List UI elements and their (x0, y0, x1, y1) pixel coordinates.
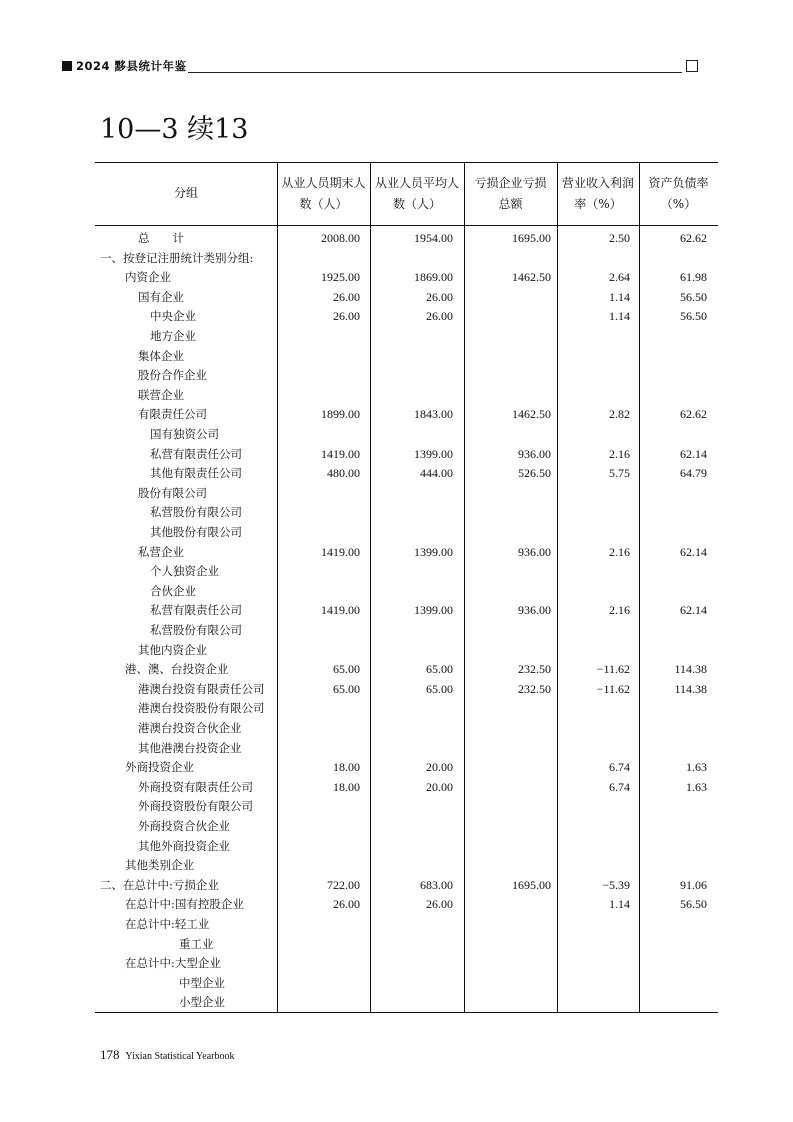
row-label: 港澳台投资有限责任公司 (138, 681, 265, 696)
cell-value: 936.00 (518, 446, 551, 461)
table-row (95, 464, 718, 484)
table-row (95, 778, 718, 798)
header-box-icon (686, 60, 698, 72)
cell-value: 2.82 (609, 407, 630, 422)
row-label: 私营企业 (138, 544, 184, 559)
table-row (95, 641, 718, 661)
cell-value: 1419.00 (321, 544, 360, 559)
table-row (95, 503, 718, 523)
cell-value: 1843.00 (414, 407, 453, 422)
header-debt-ratio: 资产负债率（%） (648, 175, 709, 211)
row-label: 有限责任公司 (138, 407, 207, 422)
cell-value: 114.38 (674, 662, 707, 677)
cell-value: 480.00 (327, 466, 360, 481)
cell-value: 18.00 (333, 760, 360, 775)
row-label: 一、按登记注册统计类别分组: (100, 250, 254, 265)
table-title: 10—3 续13 (100, 114, 249, 145)
cell-value: 56.50 (680, 309, 707, 324)
footer-subtitle: Yixian Statistical Yearbook (125, 1051, 235, 1062)
cell-value: 232.50 (518, 681, 551, 696)
table-row (95, 523, 718, 543)
table-row (95, 739, 718, 759)
row-label: 国有企业 (138, 289, 184, 304)
cell-value: 1954.00 (414, 231, 453, 245)
cell-value: 56.50 (680, 289, 707, 304)
cell-value: 26.00 (426, 289, 453, 304)
cell-value: 722.00 (327, 877, 360, 892)
cell-value: 683.00 (420, 877, 453, 892)
row-label: 合伙企业 (150, 583, 196, 598)
row-label: 总 计 (138, 231, 184, 245)
table-row (95, 876, 718, 896)
cell-value: 1899.00 (321, 407, 360, 422)
cell-value: 936.00 (518, 603, 551, 618)
table-row (95, 856, 718, 876)
cell-value: 1462.50 (512, 270, 551, 285)
cell-value: 1925.00 (321, 270, 360, 285)
page-number: 178 (100, 1047, 120, 1062)
table-row (95, 974, 718, 994)
cell-value: 2.16 (609, 544, 630, 559)
table-row (95, 543, 718, 563)
cell-value: 62.14 (680, 544, 707, 559)
cell-value: 56.50 (680, 897, 707, 912)
cell-value: −11.62 (596, 681, 630, 696)
cell-value: 232.50 (518, 662, 551, 677)
cell-value: 91.06 (680, 877, 707, 892)
cell-value: 1399.00 (414, 446, 453, 461)
row-label: 股份合作企业 (138, 368, 207, 383)
row-label: 其他外商投资企业 (138, 838, 230, 853)
cell-value: 6.74 (609, 760, 630, 775)
row-label: 中型企业 (179, 975, 225, 990)
row-label: 地方企业 (150, 329, 196, 343)
cell-value: 1399.00 (414, 603, 453, 618)
cell-value: 26.00 (426, 897, 453, 912)
table-row (95, 288, 718, 308)
table-row (95, 268, 718, 288)
header-group: 分组 (173, 186, 198, 200)
table-row (95, 307, 718, 327)
row-label: 外商投资企业 (125, 760, 194, 775)
table-row (95, 915, 718, 935)
cell-value: 5.75 (609, 466, 630, 481)
cell-value: 26.00 (333, 289, 360, 304)
row-label: 其他类别企业 (125, 858, 194, 873)
row-label: 联营企业 (138, 387, 184, 402)
data-table (95, 162, 718, 1013)
header-employees-end: 从业人员期末人数（人） (281, 175, 366, 211)
row-label: 内资企业 (125, 270, 171, 285)
cell-value: 61.98 (680, 270, 707, 285)
cell-value: 1462.50 (512, 407, 551, 422)
table-row (95, 680, 718, 700)
cell-value: 1419.00 (321, 603, 360, 618)
row-label: 港澳台投资股份有限公司 (138, 701, 265, 716)
row-label: 外商投资有限责任公司 (138, 779, 253, 794)
header-rule (188, 72, 682, 73)
cell-value: 65.00 (333, 681, 360, 696)
cell-value: 1.63 (686, 760, 707, 775)
row-label: 重工业 (179, 936, 214, 951)
cell-value: 1695.00 (512, 877, 551, 892)
row-label: 二、在总计中:亏损企业 (100, 877, 219, 892)
row-label: 股份有限公司 (138, 485, 207, 500)
row-label: 集体企业 (138, 348, 184, 363)
cell-value: 444.00 (420, 466, 453, 481)
cell-value: 1419.00 (321, 446, 360, 461)
table-row (95, 327, 718, 347)
row-label: 外商投资合伙企业 (138, 819, 230, 833)
cell-value: −11.62 (596, 662, 630, 677)
header-profit-margin: 营业收入利润率（%） (561, 175, 634, 211)
table-row (95, 758, 718, 778)
cell-value: 26.00 (333, 897, 360, 912)
cell-value: 62.14 (680, 446, 707, 461)
header-employees-avg: 从业人员平均人数（人） (375, 175, 460, 211)
table-row (95, 405, 718, 425)
cell-value: 526.50 (518, 466, 551, 481)
row-label: 私营有限责任公司 (150, 446, 242, 461)
cell-value: 64.79 (680, 466, 707, 481)
cell-value: 2.16 (609, 446, 630, 461)
cell-value: 65.00 (426, 681, 453, 696)
cell-value: 936.00 (518, 544, 551, 559)
cell-value: 1695.00 (512, 231, 551, 245)
cell-value: 1.63 (686, 779, 707, 794)
row-label: 在总计中:轻工业 (125, 917, 210, 931)
cell-value: 62.62 (680, 407, 707, 422)
header-square-icon (62, 61, 72, 71)
table-row (95, 817, 718, 837)
table-row (95, 249, 718, 269)
cell-value: 65.00 (426, 662, 453, 677)
row-label: 国有独资公司 (150, 427, 219, 441)
row-label: 港、澳、台投资企业 (125, 662, 229, 677)
cell-value: 1869.00 (414, 270, 453, 285)
table-row (95, 797, 718, 817)
cell-value: 6.74 (609, 779, 630, 794)
cell-value: 2.50 (609, 231, 630, 245)
row-label: 其他港澳台投资企业 (138, 740, 242, 755)
cell-value: 18.00 (333, 779, 360, 794)
row-label: 小型企业 (179, 995, 225, 1010)
yearbook-title: 2024 黟县统计年鉴 (76, 59, 187, 73)
cell-value: 20.00 (426, 779, 453, 794)
page-header (62, 58, 698, 74)
cell-value: 1.14 (609, 897, 630, 912)
cell-value: 1.14 (609, 289, 630, 304)
table-row (95, 386, 718, 406)
cell-value: 1399.00 (414, 544, 453, 559)
cell-value: 62.62 (680, 231, 707, 245)
table-row (95, 699, 718, 719)
row-label: 其他股份有限公司 (150, 525, 242, 539)
row-label: 个人独资企业 (150, 564, 219, 579)
table-row (95, 895, 718, 915)
cell-value: 26.00 (333, 309, 360, 324)
cell-value: 2.16 (609, 603, 630, 618)
table-row (95, 366, 718, 386)
cell-value: 20.00 (426, 760, 453, 775)
row-label: 在总计中:大型企业 (125, 956, 221, 971)
table-row (95, 347, 718, 367)
table-row (95, 582, 718, 602)
table-row (95, 562, 718, 582)
row-label: 其他有限责任公司 (150, 466, 242, 481)
header-loss-total: 亏损企业亏损总额 (474, 175, 547, 211)
cell-value: 2.64 (609, 270, 630, 285)
table-row (95, 229, 718, 249)
page-footer (100, 1047, 235, 1063)
row-label: 私营股份有限公司 (150, 623, 242, 637)
row-label: 私营股份有限公司 (150, 505, 242, 520)
table-row (95, 954, 718, 974)
table-row (95, 719, 718, 739)
table-row (95, 621, 718, 641)
row-label: 私营有限责任公司 (150, 603, 242, 618)
cell-value: 62.14 (680, 603, 707, 618)
cell-value: 65.00 (333, 662, 360, 677)
table-header-rule (95, 225, 718, 226)
row-label: 在总计中:国有控股企业 (125, 897, 244, 912)
table-row (95, 837, 718, 857)
table-row (95, 601, 718, 621)
row-label: 其他内资企业 (138, 642, 207, 657)
row-label: 外商投资股份有限公司 (138, 799, 253, 814)
cell-value: 2008.00 (321, 231, 360, 245)
cell-value: 26.00 (426, 309, 453, 324)
cell-value: 1.14 (609, 309, 630, 324)
table-row (95, 993, 718, 1013)
table-row (95, 425, 718, 445)
cell-value: 114.38 (674, 681, 707, 696)
row-label: 港澳台投资合伙企业 (138, 721, 242, 735)
table-row (95, 445, 718, 465)
table-row (95, 484, 718, 504)
row-label: 中央企业 (150, 309, 196, 324)
table-row (95, 935, 718, 955)
table-row (95, 660, 718, 680)
cell-value: −5.39 (602, 877, 630, 892)
